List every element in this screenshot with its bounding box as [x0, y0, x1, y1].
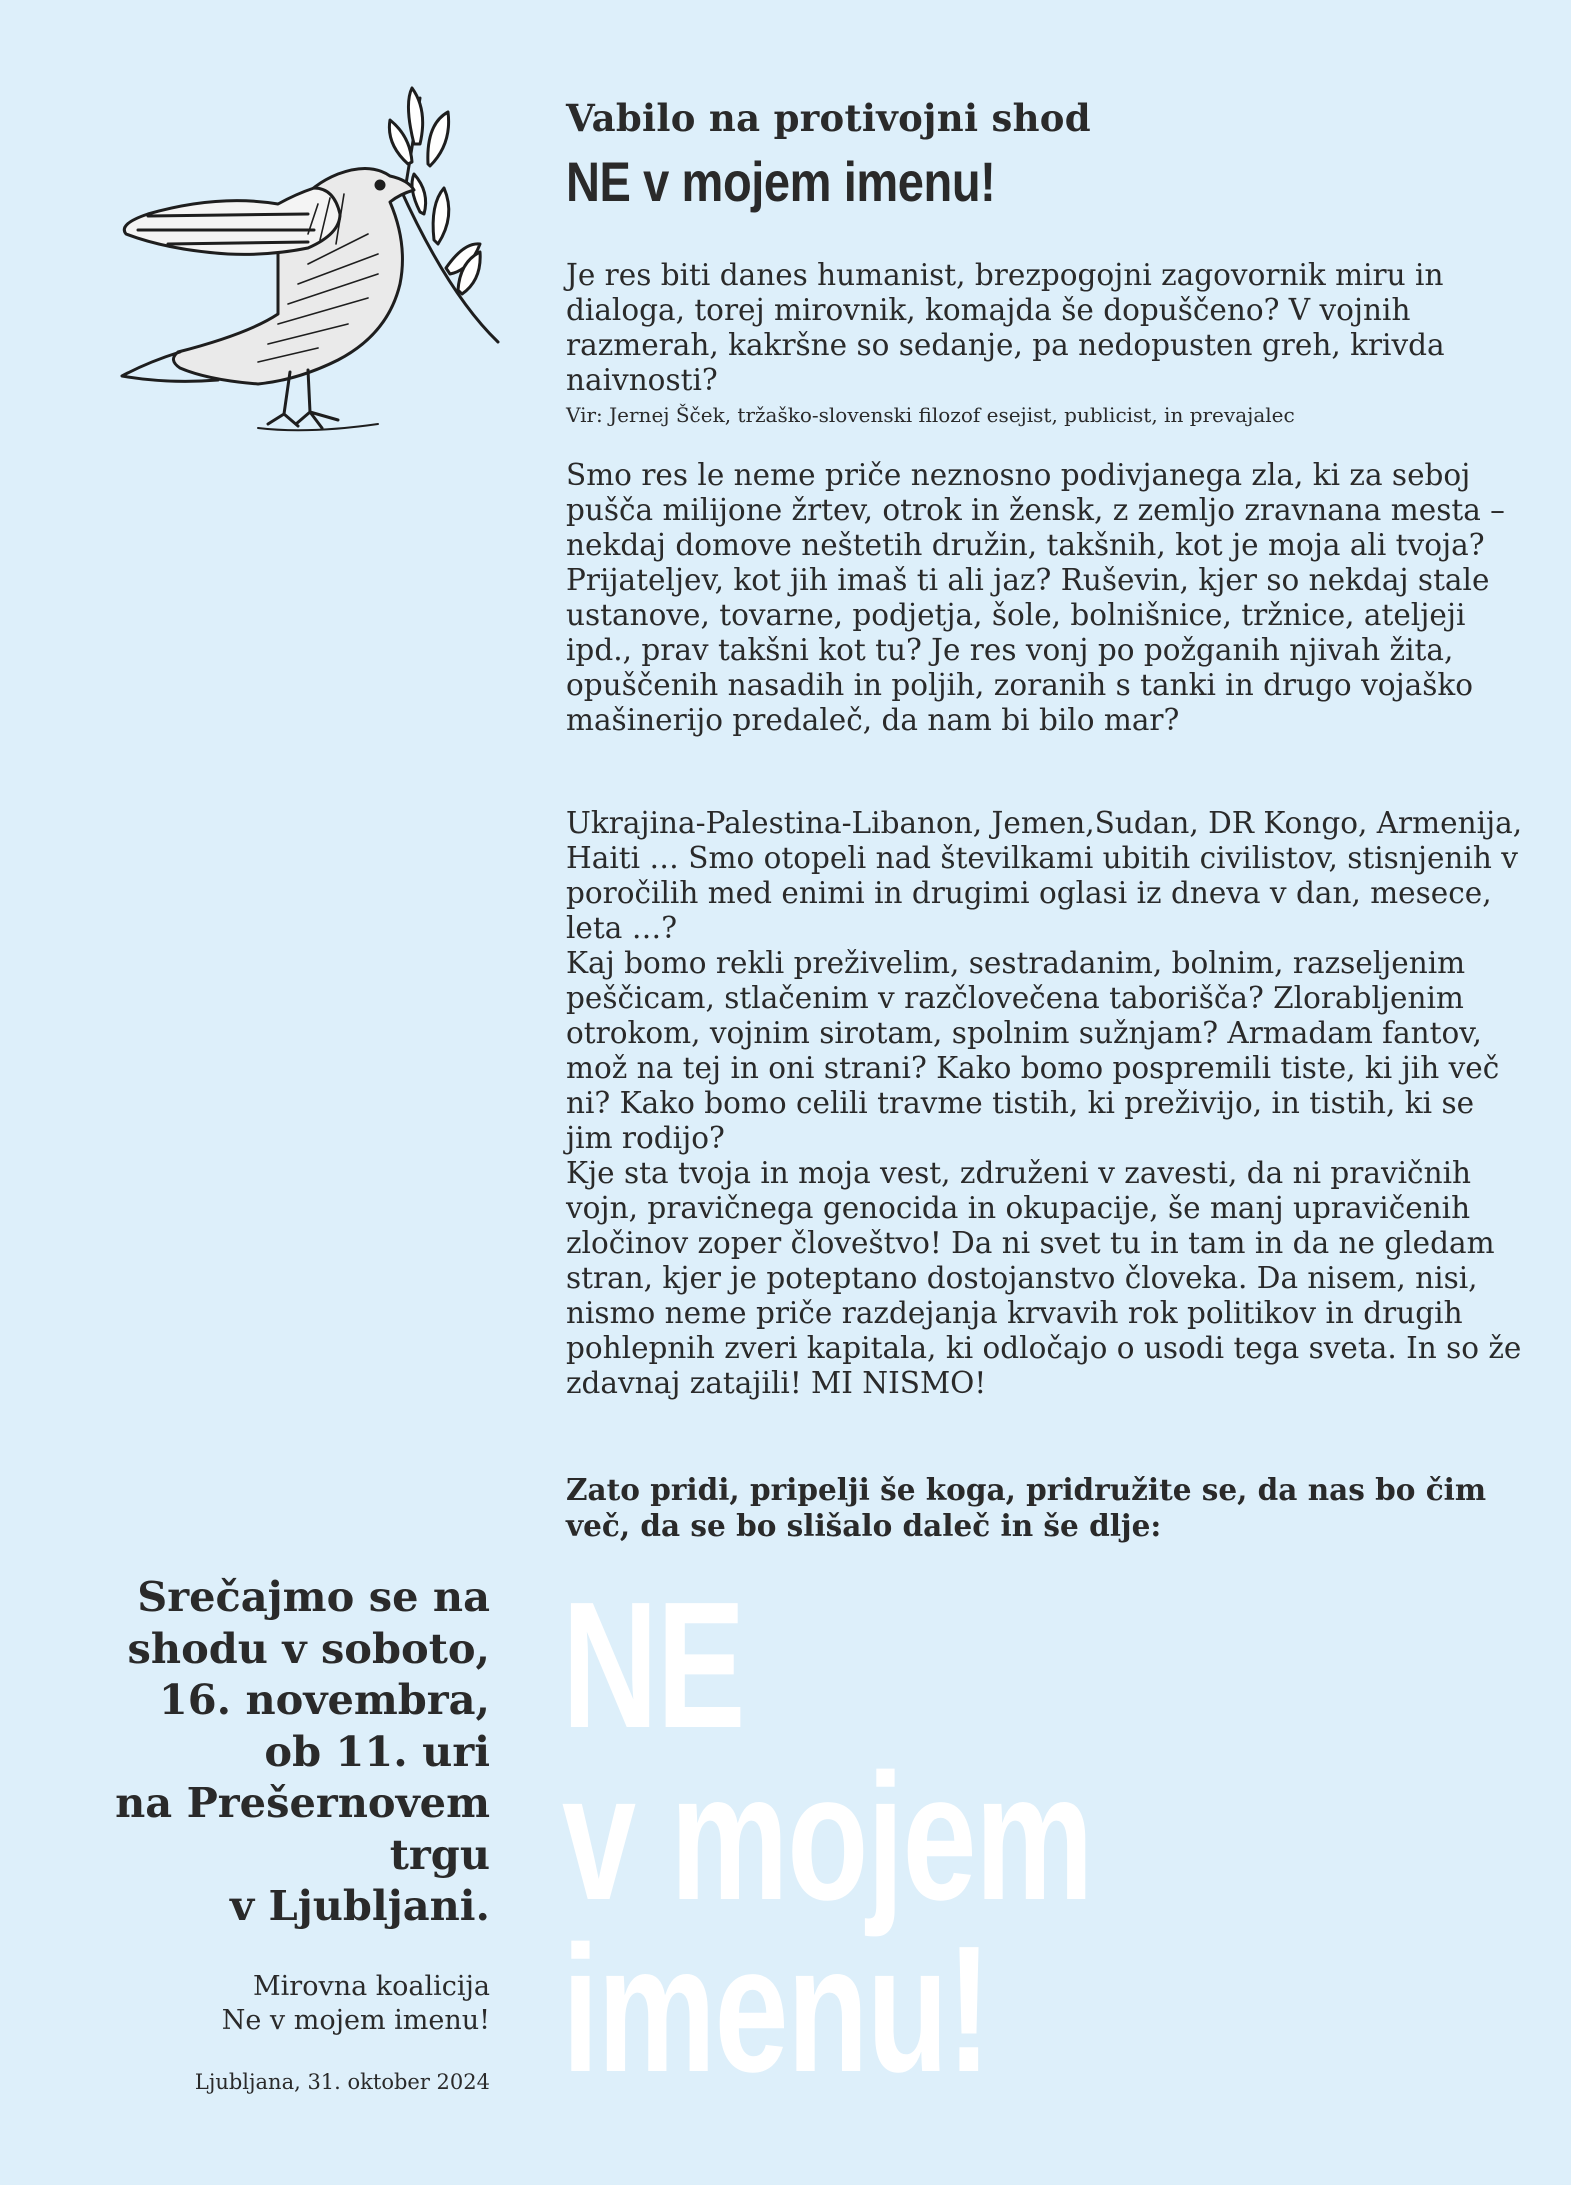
body-text-2: Smo res le neme priče neznosno podivjanega zla, ki za seboj pušča milijone žrtev, otrok in žensk, z zemljo zravnana mesta – nekdaj domove neštetih družin, takšnih, kot je moja ali tvoja? Prijateljev, kot jih imaš ti ali jaz? Ruševin, kjer so nekdaj stale ustanove, tovarne, podjetja, šole, bolnišnice, tržnice, ateljeji ipd., prav takšni kot tu? Je res vonj po požganih njivah žita, opuščenih nasadih in poljih, zoranih s tanki in drugo vojaško mašinerijo predaleč, da nam bi bilo mar?	[566, 458, 1505, 737]
intro-paragraph	[566, 258, 1526, 398]
body-text-3a: Ukrajina-Palestina-Libanon, Jemen,Sudan, DR Kongo, Armenija, Haiti … Smo otopeli nad številkami ubitih civilistov, stisnjenih v poročilih med enimi in drugimi oglasi iz dneva v dan, mesece, leta …?	[566, 806, 1523, 945]
slogan-line-2: v mojem	[562, 1737, 1093, 1938]
invitation-subtitle: Vabilo na protivojni shod	[566, 96, 1091, 140]
intro-text: Je res biti danes humanist, brezpogojni zagovornik miru in dialoga, torej mirovnik, komajda še dopuščeno? V vojnih razmerah, kakršne so sedanje, pa nedopusten greh, krivda naivnosti?	[566, 258, 1445, 397]
body-paragraph-3	[566, 806, 1526, 1401]
slogan-line-3: imenu!	[562, 1909, 990, 2110]
meeting-line: 16. novembra,	[158, 1675, 490, 1724]
date-line: Ljubljana, 31. oktober 2024	[194, 2070, 490, 2094]
organizer-line: Mirovna koalicija	[253, 1971, 490, 2002]
meeting-line: Srečajmo se na	[137, 1572, 490, 1621]
meeting-line: shodu v soboto,	[127, 1623, 490, 1673]
meeting-line: trgu	[389, 1829, 490, 1879]
dove-with-olive-branch-icon	[108, 84, 508, 444]
quote-source: Vir: Jernej Šček, tržaško-slovenski filozof esejist, publicist, in prevajalec	[566, 403, 1295, 427]
meeting-line: ob 11. uri	[264, 1726, 490, 1776]
organizer-line: Ne v mojem imenu!	[221, 2005, 490, 2036]
meeting-details	[115, 1571, 490, 1932]
page-title: NE v mojem imenu!	[566, 150, 996, 213]
meeting-line: na Prešernovem	[115, 1778, 490, 1827]
call-to-action: Zato pridi, pripelji še koga, pridružite se, da nas bo čim več, da se bo slišalo daleč in še dlje:	[566, 1472, 1487, 1543]
meeting-line: v Ljubljani.	[229, 1881, 490, 1930]
body-paragraph-2	[566, 458, 1526, 738]
slogan-line-1: NE	[562, 1565, 745, 1766]
organizer	[222, 1970, 490, 2038]
body-text-3c: Kje sta tvoja in moja vest, združeni v zavesti, da ni pravičnih vojn, pravičnega genocida in okupacije, še manj upravičenih zločinov zoper človeštvo! Da ni svet tu in tam in da ne gledam stran, kjer je poteptano dostojanstvo človeka. Da nisem, nisi, nismo neme priče razdejanja krvavih rok politikov in drugih pohlepnih zveri kapitala, ki odločajo o usodi tega sveta. In so že zdavnaj zatajili! MI NISMO!	[566, 1156, 1522, 1400]
body-text-3b: Kaj bomo rekli preživelim, sestradanim, bolnim, razseljenim peščicam, stlačenim v razčlovečena taborišča? Zlorabljenim otrokom, vojnim sirotam, spolnim sužnjam? Armadam fantov, mož na tej in oni strani? Kako bomo pospremili tiste, ki jih več ni? Kako bomo celili travme tistih, ki preživijo, in tistih, ki se jim rodijo?	[566, 946, 1500, 1155]
slogan	[562, 1565, 1093, 2110]
